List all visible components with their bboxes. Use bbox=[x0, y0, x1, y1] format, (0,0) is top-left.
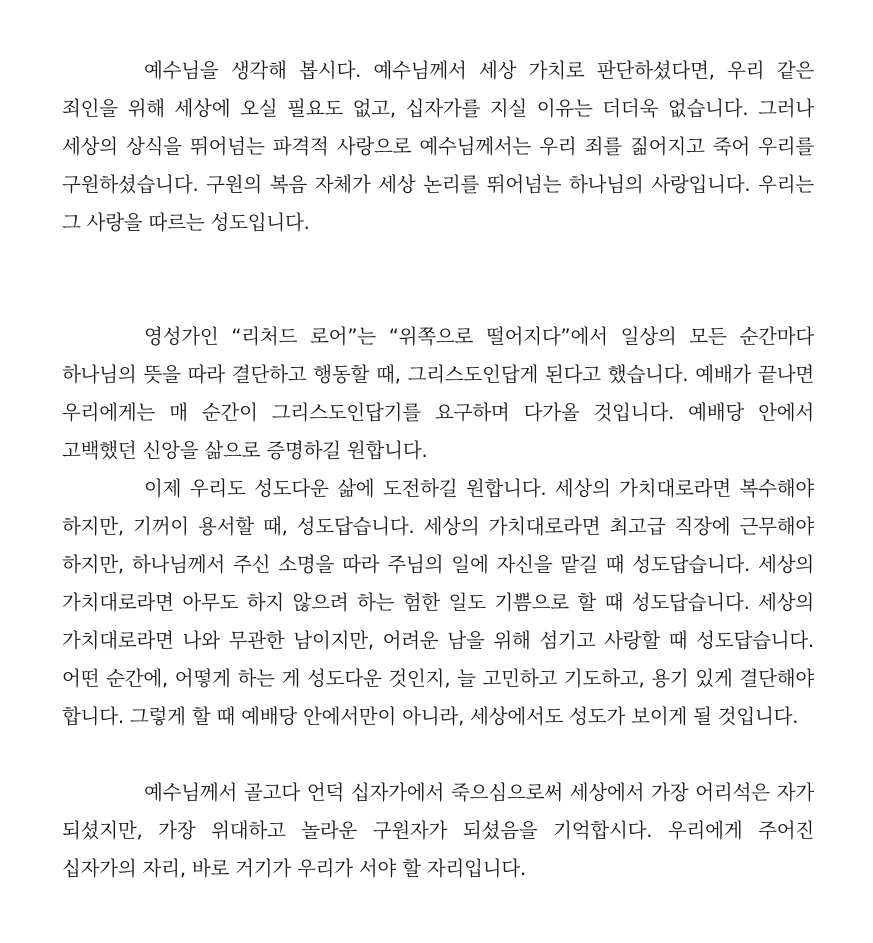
paragraph-3: 이제 우리도 성도다운 삶에 도전하길 원합니다. 세상의 가치대로라면 복수해야 하지만, 기꺼이 용서할 때, 성도답습니다. 세상의 가치대로라면 최고급 직장에 근무해야 하지만, 하나님께서 주신 소명을 따라 주님의 일에 자신을 맡길 때 성도답습니다. 세상의 가치대로라면 아무도 하지 않으려 하는 험한 일도 기쁨으로 할 때 성도답습니다. 세상의 가치대로라면 나와 무관한 남이지만, 어려운 남을 위해 섬기고 사랑할 때 성도답습니다. 어떤 순간에, 어떻게 하는 게 성도다운 것인지, 늘 고민하고 기도하고, 용기 있게 결단해야 합니다. 그렇게 할 때 예배당 안에서만이 아니라, 세상에서도 성도가 보이게 될 것입니다. bbox=[62, 477, 814, 728]
paragraph-spacer bbox=[62, 736, 814, 774]
paragraph-spacer bbox=[62, 242, 814, 318]
paragraph-1: 예수님을 생각해 봅시다. 예수님께서 세상 가치로 판단하셨다면, 우리 같은 죄인을 위해 세상에 오실 필요도 없고, 십자가를 지실 이유는 더더욱 없습니다. 그러나 세상의 상식을 뛰어넘는 파격적 사랑으로 예수님께서는 우리 죄를 짊어지고 죽어 우리를 구원하셨습니다. 구원의 복음 자체가 세상 논리를 뛰어넘는 하나님의 사랑입니다. 우리는 그 사랑을 따르는 성도입니다. bbox=[62, 59, 814, 234]
paragraph-4: 예수님께서 골고다 언덕 십자가에서 죽으심으로써 세상에서 가장 어리석은 자가 되셨지만, 가장 위대하고 놀라운 구원자가 되셨음을 기억합시다. 우리에게 주어진 십자가의 자리, 바로 거기가 우리가 서야 할 자리입니다. bbox=[62, 781, 814, 880]
paragraph-2: 영성가인 “리처드 로어”는 “위쪽으로 떨어지다”에서 일상의 모든 순간마다 하나님의 뜻을 따라 결단하고 행동할 때, 그리스도인답게 된다고 했습니다. 예배가 끝나면 우리에게는 매 순간이 그리스도인답기를 요구하며 다가올 것입니다. 예배당 안에서 고백했던 신앙을 삶으로 증명하길 원합니다. bbox=[62, 325, 814, 462]
document-page bbox=[62, 52, 814, 888]
